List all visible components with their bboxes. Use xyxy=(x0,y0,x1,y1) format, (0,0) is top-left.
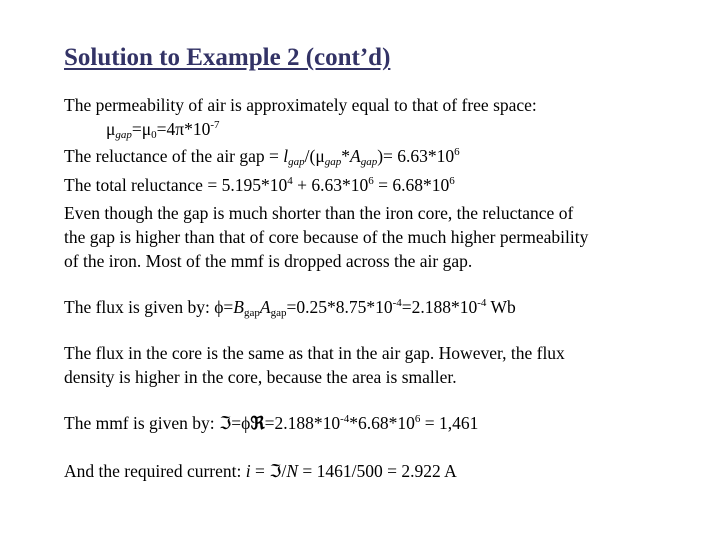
gap-reluctance-line xyxy=(64,145,460,167)
paragraph-line: of the iron. Most of the mmf is dropped across the air gap. xyxy=(64,251,473,271)
mu-symbol: μ xyxy=(106,119,116,139)
text: + 6.63*10 xyxy=(292,175,369,195)
gap-subscript: gap xyxy=(324,156,342,168)
gap-subscript: gap xyxy=(288,156,305,168)
exponent: 4 xyxy=(287,175,293,187)
text: = 1461/500 = 2.922 A xyxy=(298,461,457,481)
gap-subscript: gap xyxy=(270,307,287,319)
zero-subscript: 0 xyxy=(151,129,157,141)
phi-symbol: ϕ xyxy=(214,297,224,317)
paragraph-line: Even though the gap is much shorter than the iron core, the reluctance of xyxy=(64,203,574,223)
text: = 6.68*10 xyxy=(373,175,450,195)
text: )= 6.63*10 xyxy=(377,146,455,166)
text: = xyxy=(231,413,242,433)
exponent: 6 xyxy=(454,146,460,158)
exponent: -4 xyxy=(340,413,350,425)
exponent: -7 xyxy=(210,119,220,131)
gap-subscript: gap xyxy=(243,307,260,319)
length-symbol: l xyxy=(283,146,289,166)
text: Wb xyxy=(486,297,516,317)
text: = xyxy=(250,461,270,481)
phi-symbol: ϕ xyxy=(241,413,251,433)
text: / xyxy=(281,461,287,481)
area-symbol: A xyxy=(259,297,271,317)
text: /( xyxy=(304,146,316,166)
permeability-statement: The permeability of air is approximately equal to that of free space: xyxy=(64,95,537,115)
total-reluctance-line xyxy=(64,174,455,196)
text: = xyxy=(223,297,234,317)
text: And the required current: xyxy=(64,461,246,481)
text: The flux is given by: xyxy=(64,297,215,317)
text: =2.188*10 xyxy=(401,297,478,317)
text: The mmf is given by: xyxy=(64,413,220,433)
mu-symbol: μ xyxy=(315,146,325,166)
gap-subscript: gap xyxy=(115,129,132,141)
reluctance-symbol: ℜ xyxy=(250,413,265,433)
equals-mu: =μ xyxy=(131,119,152,139)
mmf-symbol: ℑ xyxy=(269,461,282,481)
text: =2.188*10 xyxy=(264,413,341,433)
gap-subscript: gap xyxy=(360,156,378,168)
turns-symbol: N xyxy=(286,461,298,481)
flux-density-symbol: B xyxy=(233,297,244,317)
text: The reluctance of the air gap = xyxy=(64,146,284,166)
exponent: 6 xyxy=(414,413,421,425)
exponent: -4 xyxy=(392,297,402,309)
text: *6.68*10 xyxy=(349,413,415,433)
current-symbol: i xyxy=(245,461,251,481)
exponent: 6 xyxy=(449,175,455,187)
exponent: -4 xyxy=(477,297,487,309)
text: * xyxy=(341,146,350,166)
paragraph-line: density is higher in the core, because the area is smaller. xyxy=(64,367,457,387)
paragraph-line: The flux in the core is the same as that in the air gap. However, the flux xyxy=(64,343,565,363)
text: =0.25*8.75*10 xyxy=(286,297,393,317)
paragraph-line: the gap is higher than that of core because of the much higher permeability xyxy=(64,227,589,247)
text: The total reluctance = 5.195*10 xyxy=(64,175,288,195)
mmf-symbol: ℑ xyxy=(219,413,232,433)
text: = 1,461 xyxy=(420,413,479,433)
permeability-equation xyxy=(106,118,220,140)
flux-line xyxy=(64,296,516,318)
slide-title: Solution to Example 2 (cont’d) xyxy=(64,44,391,71)
mmf-line xyxy=(64,412,478,434)
exponent: 6 xyxy=(368,175,374,187)
area-symbol: A xyxy=(350,146,361,166)
value-text: =4π*10 xyxy=(156,119,211,139)
current-line xyxy=(64,460,457,482)
